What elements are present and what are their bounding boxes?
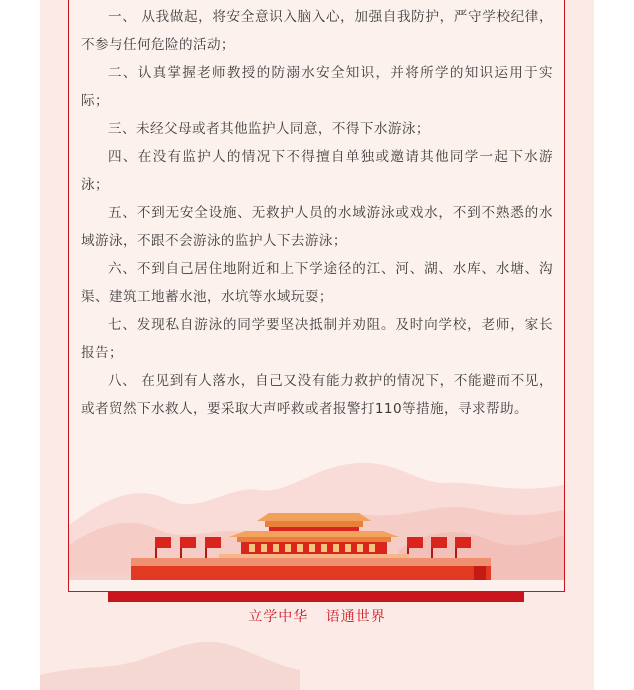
rule-item-8: 八、 在见到有人落水，自己又没有能力救护的情况下，不能避而不见，或者贸然下水救人，要采取大声呼救或者报警打110等措施，寻求帮助。 xyxy=(81,373,553,417)
school-slogan xyxy=(0,604,634,630)
rules-text xyxy=(81,3,553,423)
rule-item-4: 四、在没有监护人的情况下不得擅自单独或邀请其他同学一起下水游泳； xyxy=(81,149,553,193)
bottom-mountain-decoration xyxy=(40,620,594,690)
rule-item-3: 三、未经父母或者其他监护人同意，不得下水游泳； xyxy=(108,121,430,137)
rule-item-5: 五、不到无安全设施、无救护人员的水域游泳或戏水，不到不熟悉的水域游泳，不跟不会游泳的监护人下去游泳； xyxy=(81,205,553,249)
rule-item-2: 二、认真掌握老师教授的防溺水安全知识，并将所学的知识运用于实际； xyxy=(81,65,553,109)
slogan-part-2: 语通世界 xyxy=(325,609,386,625)
rule-item-1: 一、 从我做起，将安全意识入脑入心，加强自我防护，严守学校纪律，不参与任何危险的活动； xyxy=(81,9,553,53)
content-card xyxy=(68,0,565,592)
rule-item-7: 七、发现私自游泳的同学要坚决抵制并劝阻。及时向学校，老师，家长报告； xyxy=(81,317,553,361)
tiananmen-illustration xyxy=(69,455,564,591)
red-divider-bar xyxy=(108,592,524,602)
slogan-part-1: 立学中华 xyxy=(248,609,309,625)
rule-item-6: 六、不到自己居住地附近和上下学途径的江、河、湖、水库、水塘、沟渠、建筑工地蓄水池，水坑等水域玩耍； xyxy=(81,261,553,305)
